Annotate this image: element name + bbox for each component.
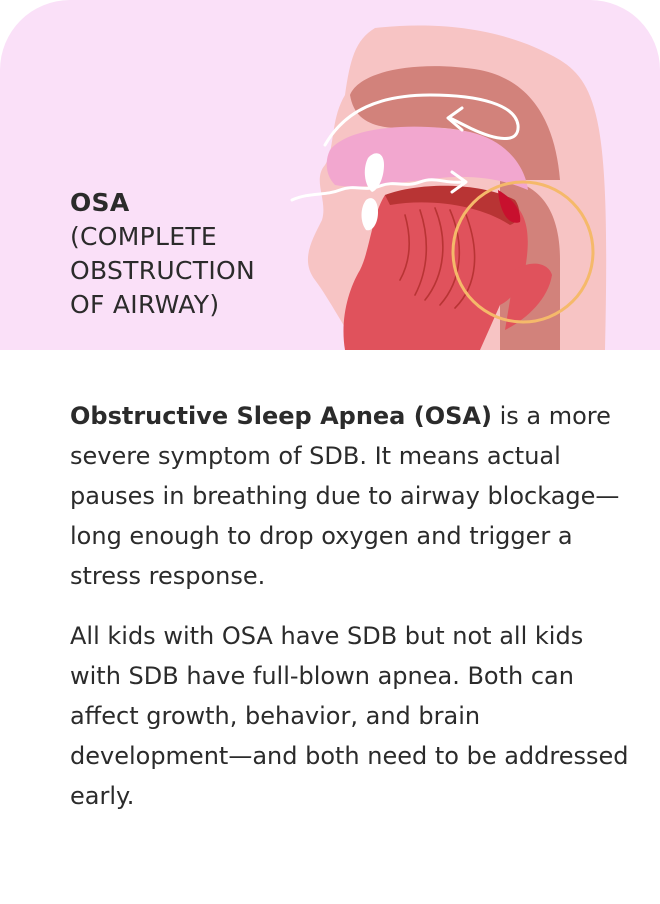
paragraph-1-text: is a more severe symptom of SDB. It means actual pauses in breathing due to airway blockage—long enough to drop oxygen and trigger a stress response. bbox=[70, 402, 620, 590]
hero-subtitle: (COMPLETE OBSTRUCTION OF AIRWAY) bbox=[70, 222, 255, 319]
hero-label bbox=[70, 186, 300, 322]
paragraph-1 bbox=[70, 396, 630, 596]
paragraph-2: All kids with OSA have SDB but not all kids with SDB have full-blown apnea. Both can affect growth, behavior, and brain development—and both need to be addressed early. bbox=[70, 622, 629, 810]
osa-term: Obstructive Sleep Apnea (OSA) bbox=[70, 402, 492, 430]
body-text bbox=[70, 396, 630, 836]
hero-title: OSA bbox=[70, 188, 130, 217]
hero-section bbox=[0, 0, 660, 350]
